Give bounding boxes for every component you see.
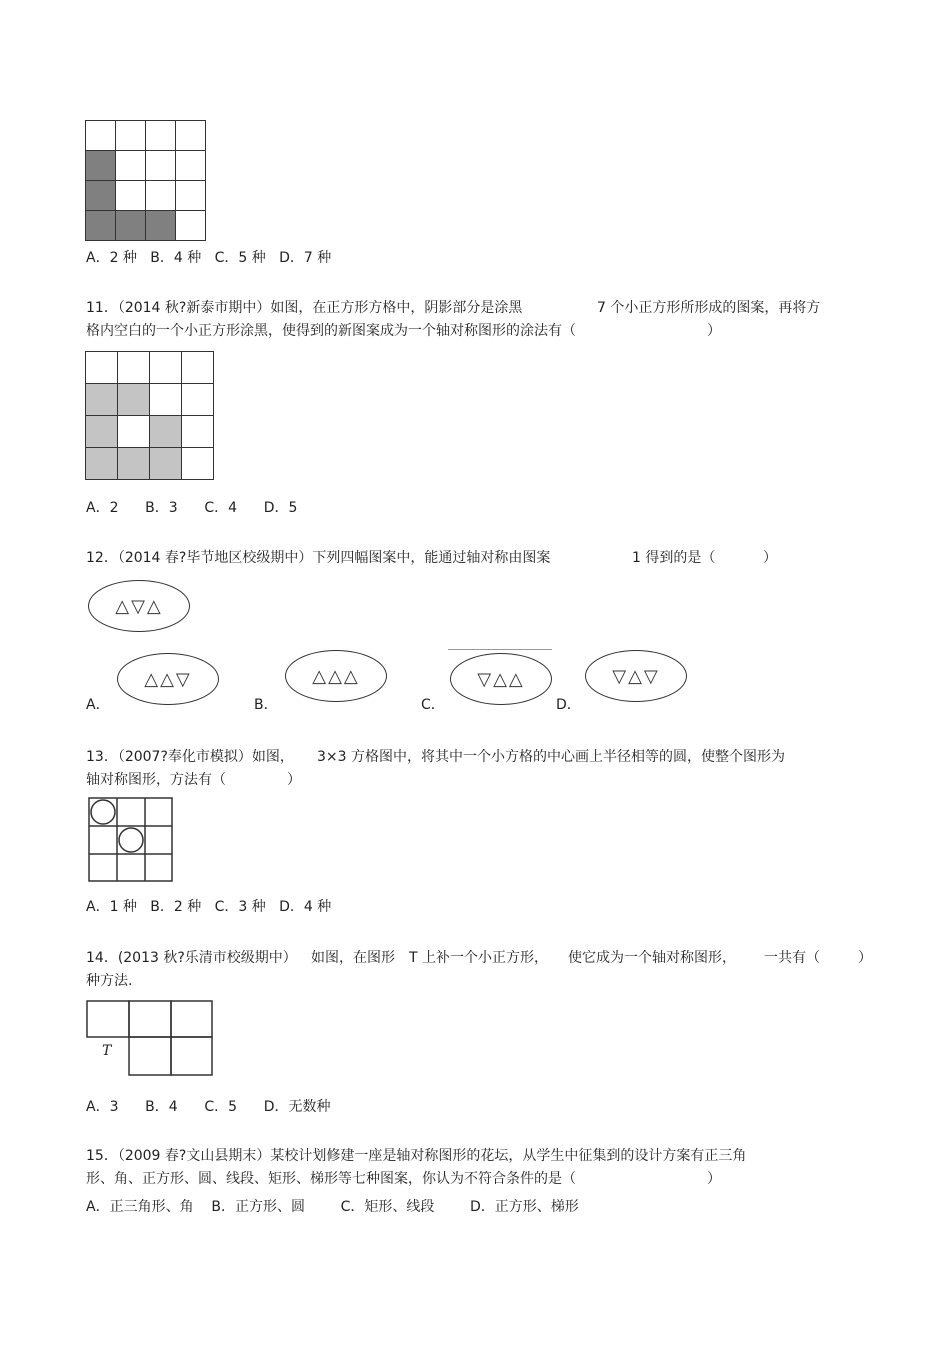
q13-circle-top-left bbox=[91, 800, 115, 824]
q13-options: A．1 种 B．2 种 C．3 种 D．4 种 bbox=[86, 899, 332, 915]
q12-option-b-ellipse: △△△ bbox=[285, 650, 387, 702]
q12-option-d-label: D． bbox=[556, 697, 581, 713]
q12-option-a-ellipse: △△▽ bbox=[117, 653, 219, 705]
q13-circle-center bbox=[119, 828, 143, 852]
q12-text-line1: 12．（2014 春?毕节地区校级期中）下列四幅图案中，能通过轴对称由图案 bbox=[86, 550, 551, 566]
q12-text-line1b: 1 得到的是（ bbox=[632, 550, 716, 566]
q12-figure1-ellipse: △▽△ bbox=[88, 580, 190, 632]
q11-grid-figure bbox=[86, 352, 214, 480]
q12-option-d-ellipse: ▽△▽ bbox=[585, 650, 687, 702]
q12-option-c-ellipse: ▽△△ bbox=[450, 653, 552, 705]
q14-text-line1f: ） bbox=[858, 950, 872, 966]
q12-option-b-label: B． bbox=[254, 697, 278, 713]
q12-option-a-label: A． bbox=[86, 697, 110, 713]
q11-text-line2b: ） bbox=[707, 323, 721, 339]
q10-options: A．2 种 B．4 种 C．5 种 D．7 种 bbox=[86, 250, 332, 266]
q12-text-line1c: ） bbox=[763, 550, 777, 566]
q14-figure-label: T bbox=[102, 1043, 112, 1059]
q14-t-shape-figure bbox=[86, 1000, 214, 1078]
q13-text-line2: 轴对称图形，方法有（ bbox=[86, 772, 226, 788]
q15-text-line1: 15．（2009 春?文山县期末）某校计划修建一座是轴对称图形的花坛，从学生中征集到的设计方案有正三角 bbox=[86, 1148, 747, 1164]
q11-text-line2: 格内空白的一个小正方形涂黑，使得到的新图案成为一个轴对称图形的涂法有（ bbox=[86, 323, 576, 339]
q14-text-line2: 种方法. bbox=[86, 973, 133, 989]
q15-options: A．正三角形、角 B．正方形、圆 C．矩形、线段 D．正方形、梯形 bbox=[86, 1199, 579, 1215]
q13-text-line2b: ） bbox=[287, 772, 301, 788]
q14-text-line1d: 使它成为一个轴对称图形， bbox=[568, 950, 736, 966]
q15-text-line2: 形、角、正方形、圆、线段、矩形、梯形等七种图案，你认为不符合条件的是（ bbox=[86, 1171, 576, 1187]
q13-text-line1b: 3×3 方格图中，将其中一个小方格的中心画上半径相等的圆，使整个图形为 bbox=[317, 749, 785, 765]
q11-text-line1: 11．（2014 秋?新泰市期中）如图，在正方形方格中，阴影部分是涂黑 bbox=[86, 300, 523, 316]
q13-grid-figure bbox=[88, 797, 174, 883]
q14-text-line1: 14．(2013 秋?乐清市校级期中） bbox=[86, 950, 297, 966]
q11-options: A．2 B．3 C．4 D．5 bbox=[86, 500, 298, 516]
q14-text-line1e: 一共有（ bbox=[764, 950, 820, 966]
q10-grid-figure bbox=[86, 121, 206, 241]
q14-text-line1c: T 上补一个小正方形， bbox=[409, 950, 549, 966]
q14-options: A．3 B．4 C．5 D．无数种 bbox=[86, 1099, 331, 1115]
q14-text-line1b: 如图，在图形 bbox=[311, 950, 395, 966]
q15-text-line2b: ） bbox=[707, 1171, 721, 1187]
q13-text-line1: 13．（2007?奉化市模拟）如图， bbox=[86, 749, 294, 765]
q12-option-c-label: C． bbox=[421, 697, 445, 713]
q11-text-line1b: 7 个小正方形所形成的图案，再将方 bbox=[597, 300, 821, 316]
q12-option-c-top-line bbox=[448, 649, 552, 650]
